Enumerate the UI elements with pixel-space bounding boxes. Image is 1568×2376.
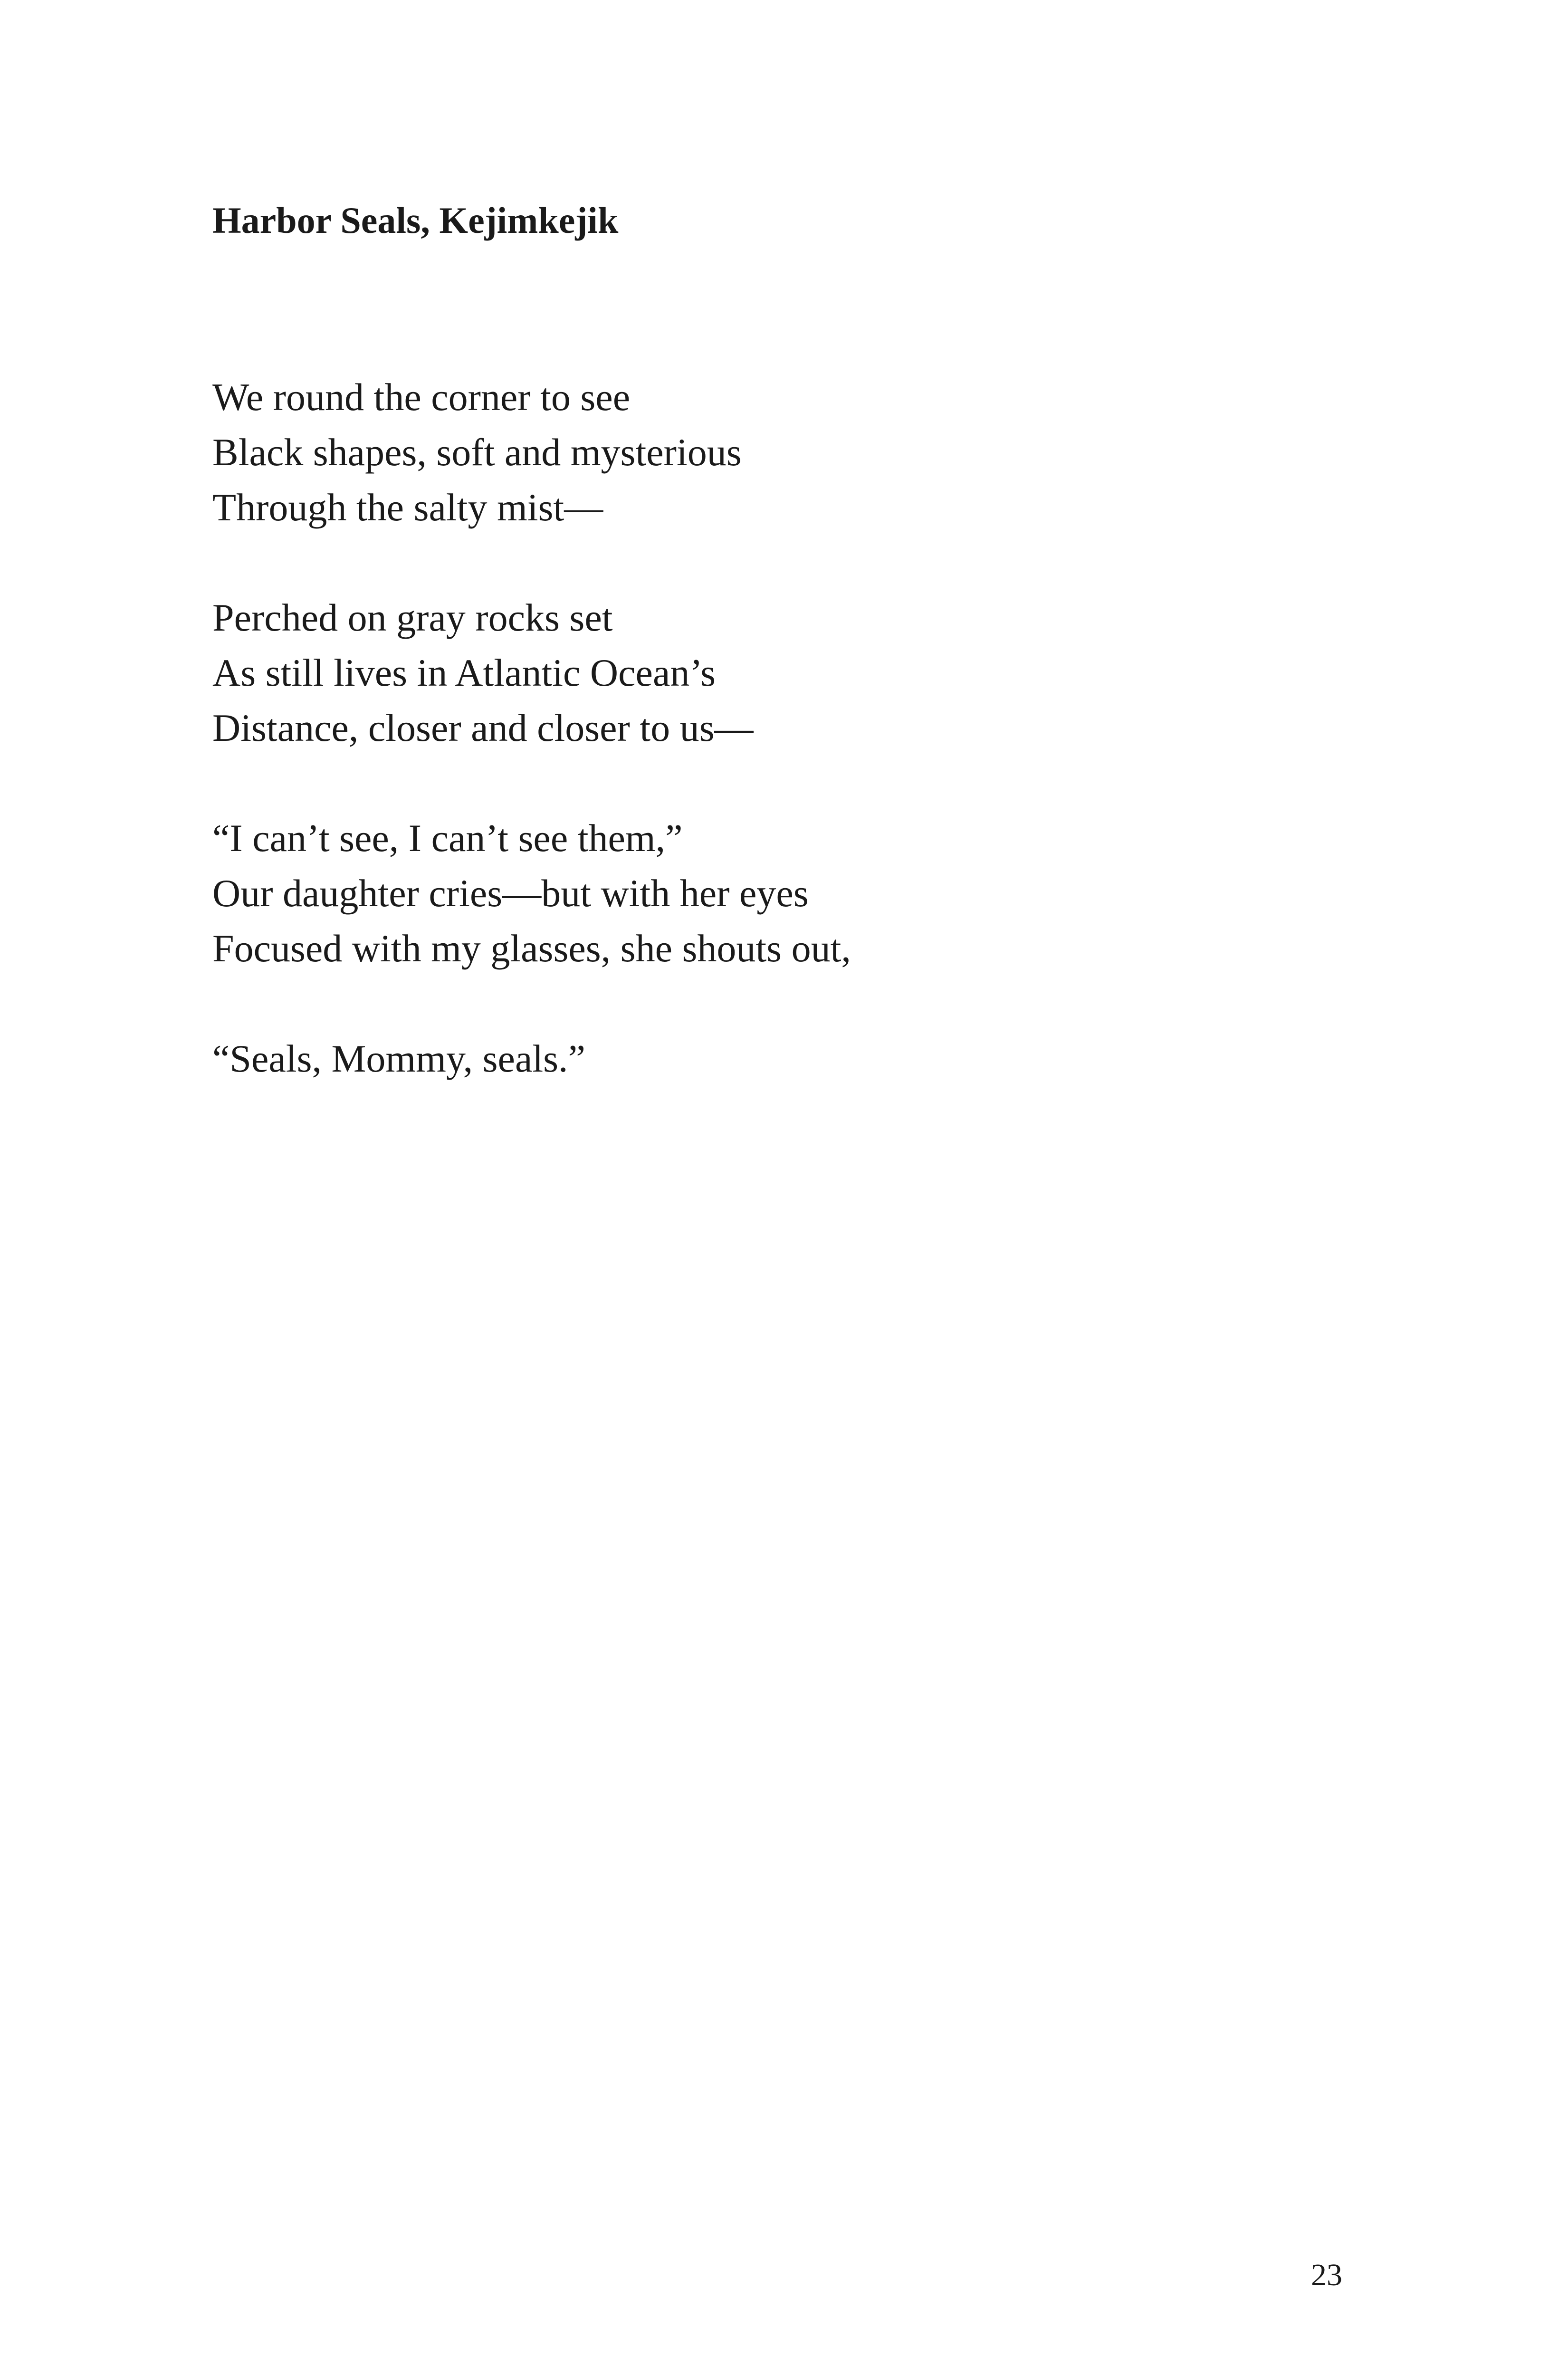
poem-line: Focused with my glasses, she shouts out,: [212, 927, 851, 970]
poem-line: As still lives in Atlantic Ocean’s: [212, 651, 716, 694]
stanza-4: [212, 1031, 851, 1086]
stanza-3: [212, 811, 851, 976]
stanza-1: [212, 370, 851, 535]
poem-line: Black shapes, soft and mysterious: [212, 431, 742, 474]
poem-line: Through the salty mist—: [212, 486, 603, 529]
poem-line: “Seals, Mommy, seals.”: [212, 1037, 585, 1080]
poem-line: Distance, closer and closer to us—: [212, 706, 754, 749]
poem-body: [212, 370, 851, 1141]
poem-line: Our daughter cries—but with her eyes: [212, 872, 809, 915]
poem-title: Harbor Seals, Kejimkejik: [212, 200, 619, 241]
poem-line: We round the corner to see: [212, 375, 631, 419]
stanza-2: [212, 590, 851, 756]
page-number: 23: [1311, 2258, 1342, 2292]
poem-line: Perched on gray rocks set: [212, 596, 613, 639]
poem-line: “I can’t see, I can’t see them,”: [212, 816, 683, 860]
